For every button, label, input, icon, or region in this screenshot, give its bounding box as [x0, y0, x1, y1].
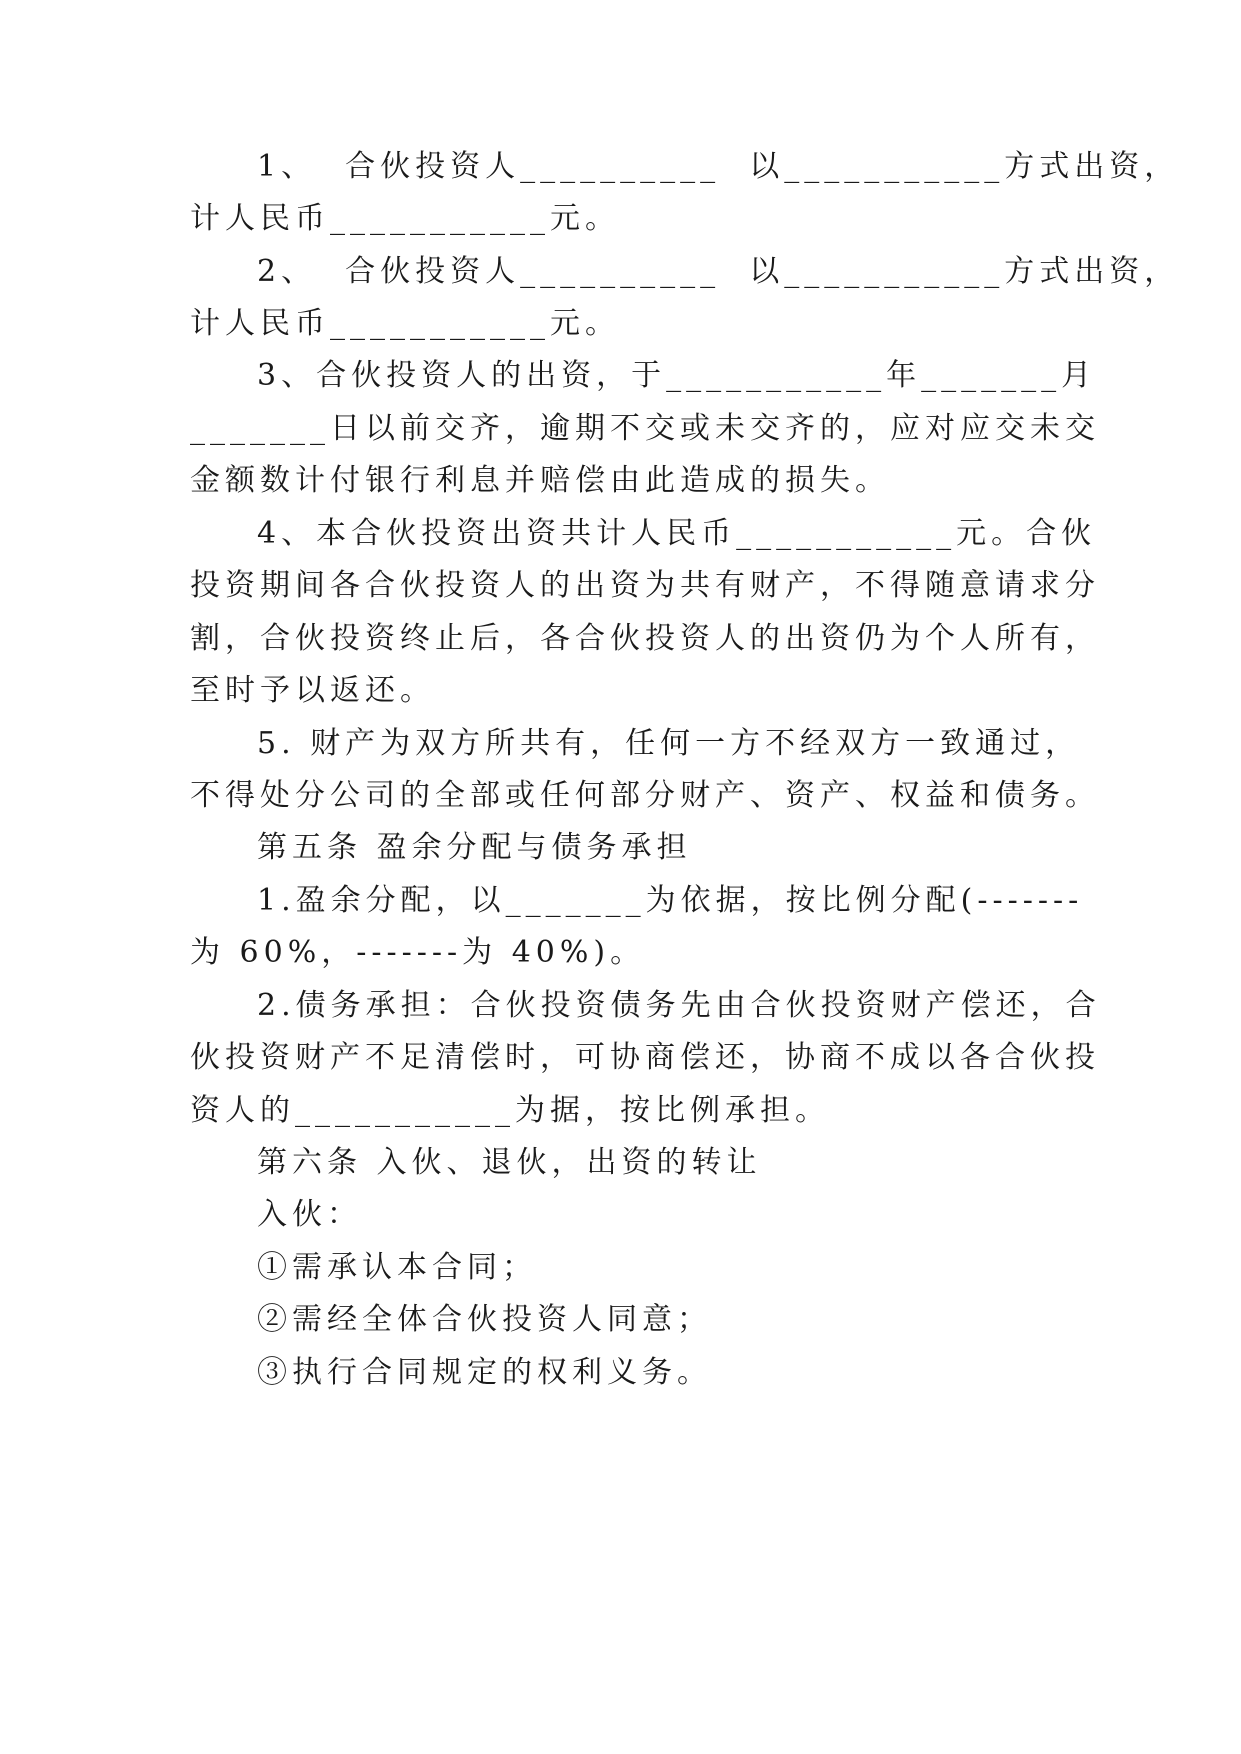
article-5-item-2-line-2: 伙投资财产不足清偿时，可协商偿还，协商不成以各合伙投: [190, 1040, 1100, 1075]
clause-4-item-4-line-2: 投资期间各合伙投资人的出资为共有财产，不得随意请求分: [190, 568, 1100, 603]
clause-4-item-3-line-1: 3、合伙投资人的出资，于___________年_______月: [257, 358, 1097, 393]
admission-label: 入伙：: [257, 1197, 362, 1232]
admission-condition-1: ①需承认本合同；: [257, 1250, 537, 1285]
article-5-item-1-line-2: 为 60%，-------为 40%)。: [190, 935, 646, 970]
article-6-heading: 第六条 入伙、退伙，出资的转让: [257, 1145, 762, 1180]
clause-4-item-4-line-3: 割，合伙投资终止后，各合伙投资人的出资仍为个人所有，: [190, 621, 1100, 656]
admission-condition-2: ②需经全体合伙投资人同意；: [257, 1302, 712, 1337]
admission-condition-3: ③执行合同规定的权利义务。: [257, 1355, 712, 1390]
article-5-item-2-line-1: 2.债务承担：合伙投资债务先由合伙投资财产偿还，合: [257, 988, 1101, 1023]
clause-4-item-1-line-1: 1、 合伙投资人__________ 以___________方式出资，: [257, 149, 1180, 184]
article-5-item-2-line-3: 资人的___________为据，按比例承担。: [190, 1093, 830, 1128]
article-5-heading: 第五条 盈余分配与债务承担: [257, 830, 692, 865]
clause-4-item-3-line-3: 金额数计付银行利息并赔偿由此造成的损失。: [190, 463, 890, 498]
clause-4-item-4-line-1: 4、本合伙投资出资共计人民币___________元。合伙: [257, 516, 1097, 551]
clause-4-item-1-line-2: 计人民币___________元。: [190, 201, 620, 236]
article-5-item-1-line-1: 1.盈余分配，以_______为依据，按比例分配(-------: [257, 883, 1084, 918]
clause-4-item-3-line-2: _______日以前交齐，逾期不交或未交齐的，应对应交未交: [190, 411, 1100, 446]
clause-4-item-2-line-2: 计人民币___________元。: [190, 306, 620, 341]
clause-4-item-2-line-1: 2、 合伙投资人__________ 以___________方式出资，: [257, 254, 1180, 289]
clause-4-item-5-line-2: 不得处分公司的全部或任何部分财产、资产、权益和债务。: [190, 778, 1100, 813]
clause-4-item-5-line-1: 5. 财产为双方所共有，任何一方不经双方一致通过，: [257, 726, 1081, 761]
clause-4-item-4-line-4: 至时予以返还。: [190, 673, 435, 708]
